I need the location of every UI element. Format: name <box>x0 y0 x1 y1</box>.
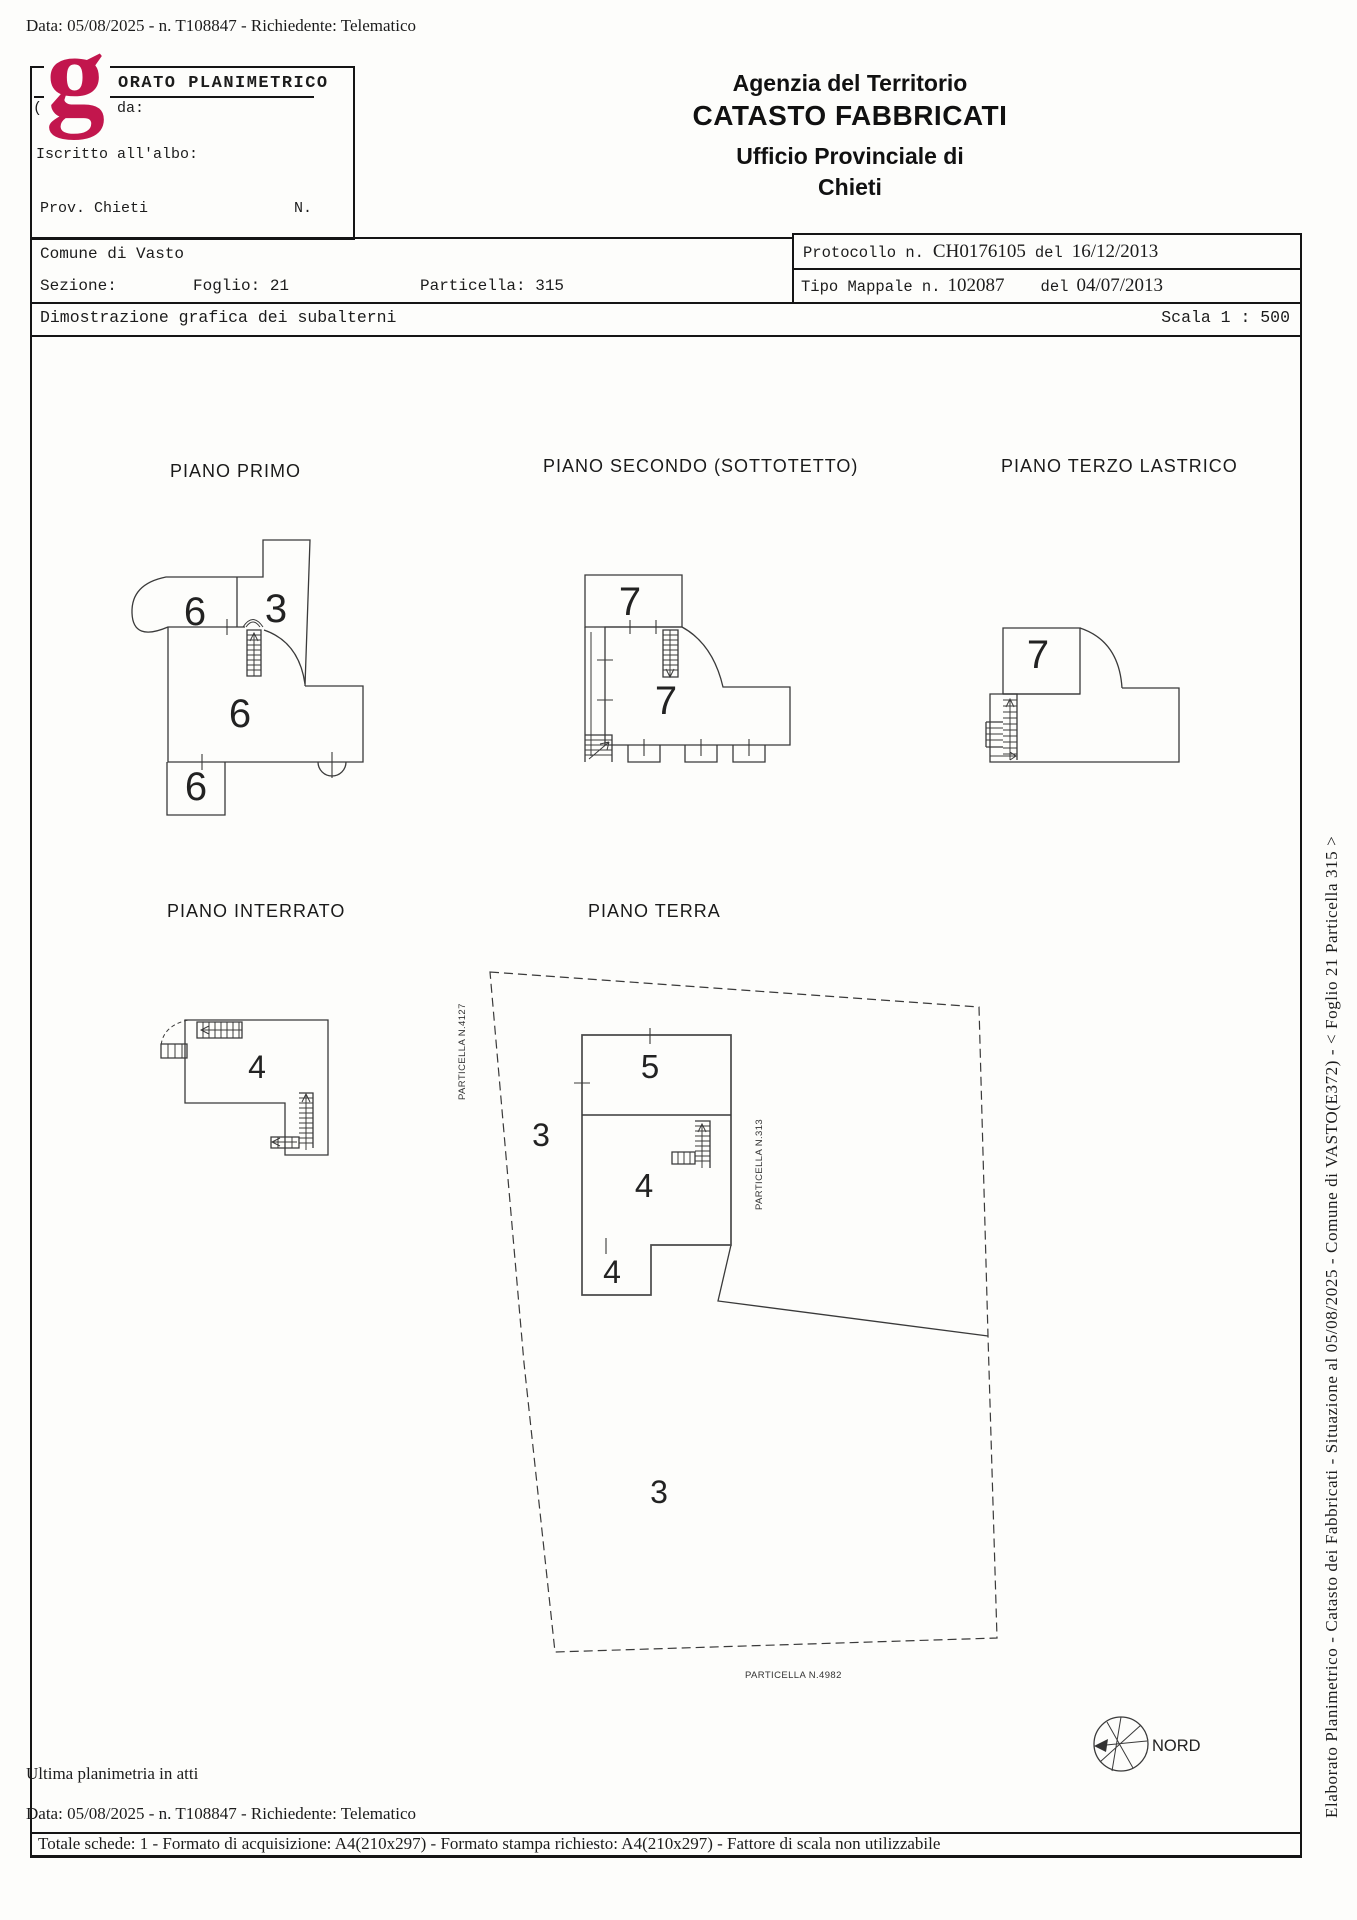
stair-treads <box>168 1044 182 1058</box>
albo-label: Iscritto all'albo: <box>36 146 199 163</box>
piano-primo-plan <box>132 540 363 815</box>
wall-tick <box>574 1028 650 1254</box>
elaborato-title: ORATO PLANIMETRICO <box>118 74 329 93</box>
numero-label: N. <box>294 200 313 217</box>
piano-interrato-plan <box>161 1020 328 1155</box>
door-arc <box>243 620 263 628</box>
hidden-text-fragment: ( <box>33 100 43 117</box>
room-label: 3 <box>264 587 288 631</box>
room-label: 3 <box>650 1474 668 1510</box>
room-label: 7 <box>1026 633 1050 677</box>
protocollo-date: 16/12/2013 <box>1071 241 1159 262</box>
agency-header <box>620 70 1080 201</box>
tipo-mappale-label: Tipo Mappale n. <box>801 278 941 296</box>
stair-arrow <box>302 1094 310 1150</box>
piano-terzo-plan <box>986 628 1179 762</box>
compass-arrowhead <box>1094 1739 1108 1752</box>
totale-schede-line: Totale schede: 1 - Formato di acquisizione: A4(210x297) - Formato stampa richiesto: A4(210x297) - Fattore di scala non utilizzabile <box>38 1834 941 1853</box>
protocollo-del: del <box>1034 244 1063 262</box>
stair-outline <box>161 1044 187 1058</box>
wall-path <box>605 627 790 745</box>
tipo-mappale-del: del <box>1040 278 1069 296</box>
piano-secondo-title: PIANO SECONDO (SOTTOTETTO) <box>543 456 859 476</box>
prov-label: Prov. Chieti <box>40 200 149 217</box>
piano-terra-plan <box>490 972 997 1652</box>
tipo-mappale-number: 102087 <box>947 275 1005 296</box>
piano-terra-title: PIANO TERRA <box>588 901 721 921</box>
room-label: 3 <box>532 1117 550 1153</box>
room-label: 6 <box>184 765 208 809</box>
protocollo-number: CH0176105 <box>932 241 1026 262</box>
logo-g: g <box>46 9 105 140</box>
north-compass-icon <box>1094 1717 1148 1771</box>
stair-treads <box>986 728 1003 740</box>
tipo-mappale-date: 04/07/2013 <box>1076 275 1163 296</box>
wall-tick <box>202 619 332 778</box>
foglio-value: Foglio: 21 <box>193 277 290 295</box>
stair-treads <box>678 1152 690 1164</box>
piano-terzo-title: PIANO TERZO LASTRICO <box>1001 456 1238 476</box>
agency-line2: CATASTO FABBRICATI <box>692 100 1008 131</box>
door-arc <box>1080 628 1122 688</box>
wall-path <box>168 627 363 762</box>
request-info-bottom: Data: 05/08/2025 - n. T108847 - Richiedente: Telematico <box>26 1804 417 1823</box>
stair-outline <box>585 735 612 762</box>
room-label: 4 <box>634 1167 654 1204</box>
door-arc <box>264 630 305 684</box>
door-arc <box>161 1020 188 1047</box>
sezione-label: Sezione: <box>40 277 117 295</box>
particella-label: PARTICELLA N.4982 <box>745 1670 842 1681</box>
piano-secondo-plan <box>585 575 790 762</box>
agency-line4: Chieti <box>818 174 882 200</box>
agency-line1: Agenzia del Territorio <box>732 70 968 96</box>
room-label: 4 <box>603 1254 621 1290</box>
room-label: 4 <box>248 1049 266 1085</box>
nord-label: NORD <box>1152 1737 1201 1755</box>
compilato-da-label: da: <box>117 100 145 117</box>
room-label: 7 <box>618 580 642 624</box>
parcel-boundary <box>490 972 997 1652</box>
comune-value: Comune di Vasto <box>40 245 185 263</box>
piano-interrato-title: PIANO INTERRATO <box>167 901 346 921</box>
piano-primo-title: PIANO PRIMO <box>170 461 302 481</box>
room-label: 5 <box>640 1048 660 1085</box>
room-label: 6 <box>183 590 207 634</box>
agency-line3: Ufficio Provinciale di <box>736 143 964 169</box>
dimostrazione-label: Dimostrazione grafica dei subalterni <box>40 308 397 327</box>
ultima-planimetria-note: Ultima planimetria in atti <box>26 1764 199 1783</box>
protocollo-label: Protocollo n. <box>803 244 924 262</box>
wall-path <box>185 1020 328 1155</box>
room-label: 6 <box>228 692 252 736</box>
particella-label: PARTICELLA N.4127 <box>457 1003 468 1100</box>
wall-path <box>718 1245 988 1336</box>
request-info-top: Data: 05/08/2025 - n. T108847 - Richiedente: Telematico <box>26 16 417 35</box>
stair-arrow <box>990 752 1016 760</box>
particella-label: PARTICELLA N.313 <box>754 1118 765 1210</box>
scala-label: Scala 1 : 500 <box>1161 308 1290 327</box>
dormer-outline <box>628 745 765 762</box>
wall-path <box>990 688 1179 762</box>
sidebar-rotated-caption: Elaborato Planimetrico - Catasto dei Fabbricati - Situazione al 05/08/2025 - Comune di VASTO(E372) - < Foglio 21 Particella 315 > <box>1322 835 1341 1818</box>
room-label: 7 <box>654 679 678 723</box>
particella-value: Particella: 315 <box>420 277 565 295</box>
